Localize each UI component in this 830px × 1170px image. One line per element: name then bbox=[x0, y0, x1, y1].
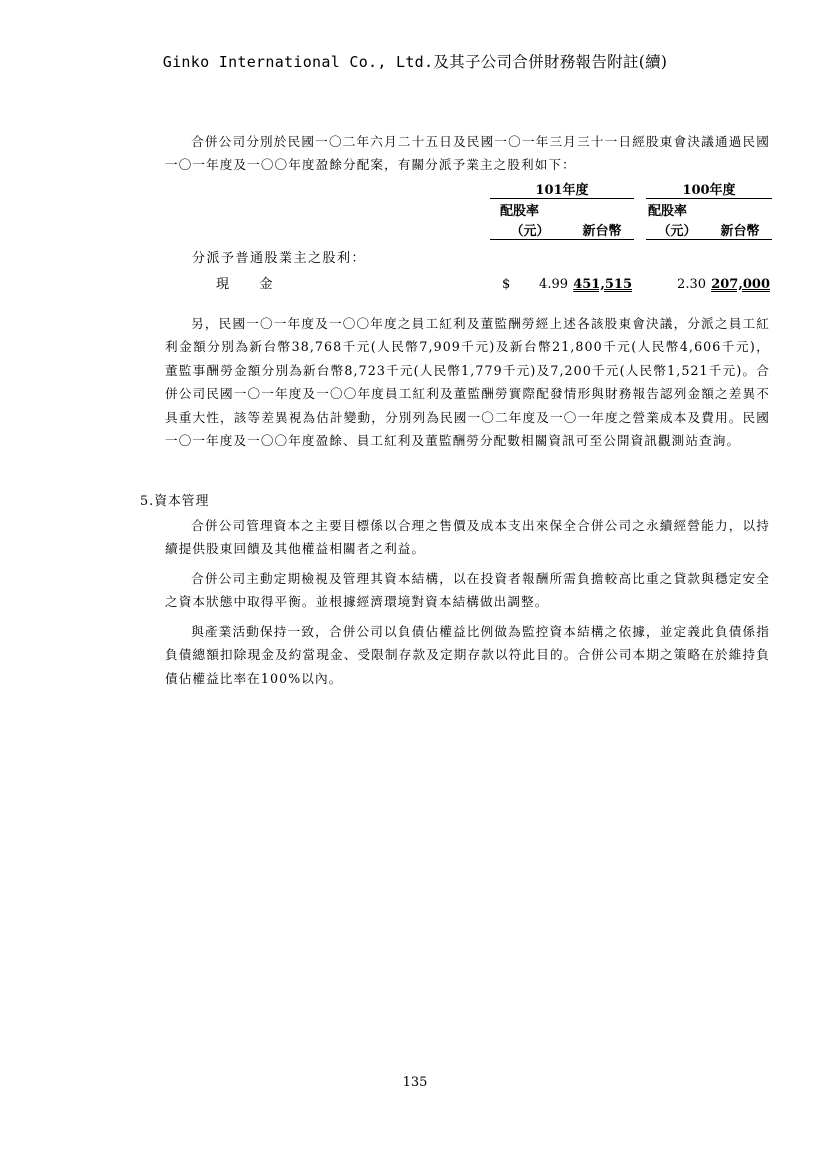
bonus-paragraph-text: 另，民國一〇一年度及一〇〇年度之員工紅利及董監酬勞經上述各該股東會決議，分派之員工紅利金額分別為新台幣38,768千元(人民幣7,909千元)及新台幣21,800千元(人民幣4,606千元)，董監事酬勞金額分別為新台幣8,723千元(人民幣1,779千元)及7,200千元(人民幣1,521千元)。合併公司民國一〇一年度及一〇〇年度員工紅利及董監酬勞實際配發情形與財務報告認列金額之差異不具重大性，該等差異視為估計變動，分別列為民國一〇二年度及一〇一年度之營業成本及費用。民國一〇一年度及一〇〇年度盈餘、員工紅利及董監酬勞分配數相關資訊可至公開資訊觀測站查詢。 bbox=[165, 316, 770, 449]
page-number: 135 bbox=[402, 1075, 428, 1090]
rate-100-value: 2.30 bbox=[677, 276, 706, 292]
capital-structure-paragraph bbox=[165, 567, 770, 614]
debt-ratio-text: 與產業活動保持一致，合併公司以負債佔權益比例做為監控資本結構之依據，並定義此負債係指負債總額扣除現金及約當現金、受限制存款及定期存款以符此目的。合併公司本期之策略在於維持負債佔權益比率在100%以內。 bbox=[165, 624, 770, 686]
ntd-100-value: 207,000 bbox=[711, 276, 770, 292]
ntd-header-100: 新台幣 bbox=[708, 219, 772, 240]
dividend-intro-paragraph bbox=[165, 130, 770, 177]
debt-ratio-paragraph bbox=[165, 620, 770, 690]
header-title: 及其子公司合併財務報告附註(續) bbox=[433, 53, 668, 71]
page-header bbox=[0, 50, 830, 72]
section-title-capital-management: 5.資本管理 bbox=[140, 494, 210, 509]
bonus-paragraph bbox=[165, 312, 770, 452]
dividend-intro-text: 合併公司分別於民國一〇二年六月二十五日及民國一〇一年三月三十一日經股東會決議通過民國一〇一年度及一〇〇年度盈餘分配案，有關分派予業主之股利如下： bbox=[165, 134, 770, 173]
cash-row-label: 現 金 bbox=[216, 276, 275, 292]
capital-objective-text: 合併公司管理資本之主要目標係以合理之售價及成本支出來保全合併公司之永續經營能力，以持續提供股東回饋及其他權益相關者之利益。 bbox=[165, 518, 770, 557]
rate-101-cell bbox=[490, 266, 570, 292]
dividend-group-label: 分派予普通股業主之股利： bbox=[192, 250, 367, 266]
rate-unit-header-101: （元） bbox=[490, 219, 570, 240]
year-100-header: 100年度 bbox=[646, 178, 772, 199]
rate-header-101-line1: 配股率 bbox=[500, 204, 540, 219]
header-company-name: Ginko International Co., Ltd. bbox=[162, 53, 434, 71]
ntd-header-101: 新台幣 bbox=[570, 219, 634, 240]
rate-header-100-line1: 配股率 bbox=[648, 204, 688, 219]
capital-structure-text: 合併公司主動定期檢視及管理其資本結構，以在投資者報酬所需負擔較高比重之貸款與穩定安全之資本狀態中取得平衡。並根據經濟環境對資本結構做出調整。 bbox=[165, 571, 770, 610]
capital-objective-paragraph bbox=[165, 514, 770, 561]
dividend-table bbox=[190, 178, 772, 292]
rate-unit-header-100: （元） bbox=[646, 219, 708, 240]
currency-symbol: $ bbox=[502, 276, 511, 292]
year-101-header: 101年度 bbox=[490, 178, 634, 199]
rate-101-value: 4.99 bbox=[539, 276, 568, 292]
ntd-101-value: 451,515 bbox=[573, 276, 632, 292]
